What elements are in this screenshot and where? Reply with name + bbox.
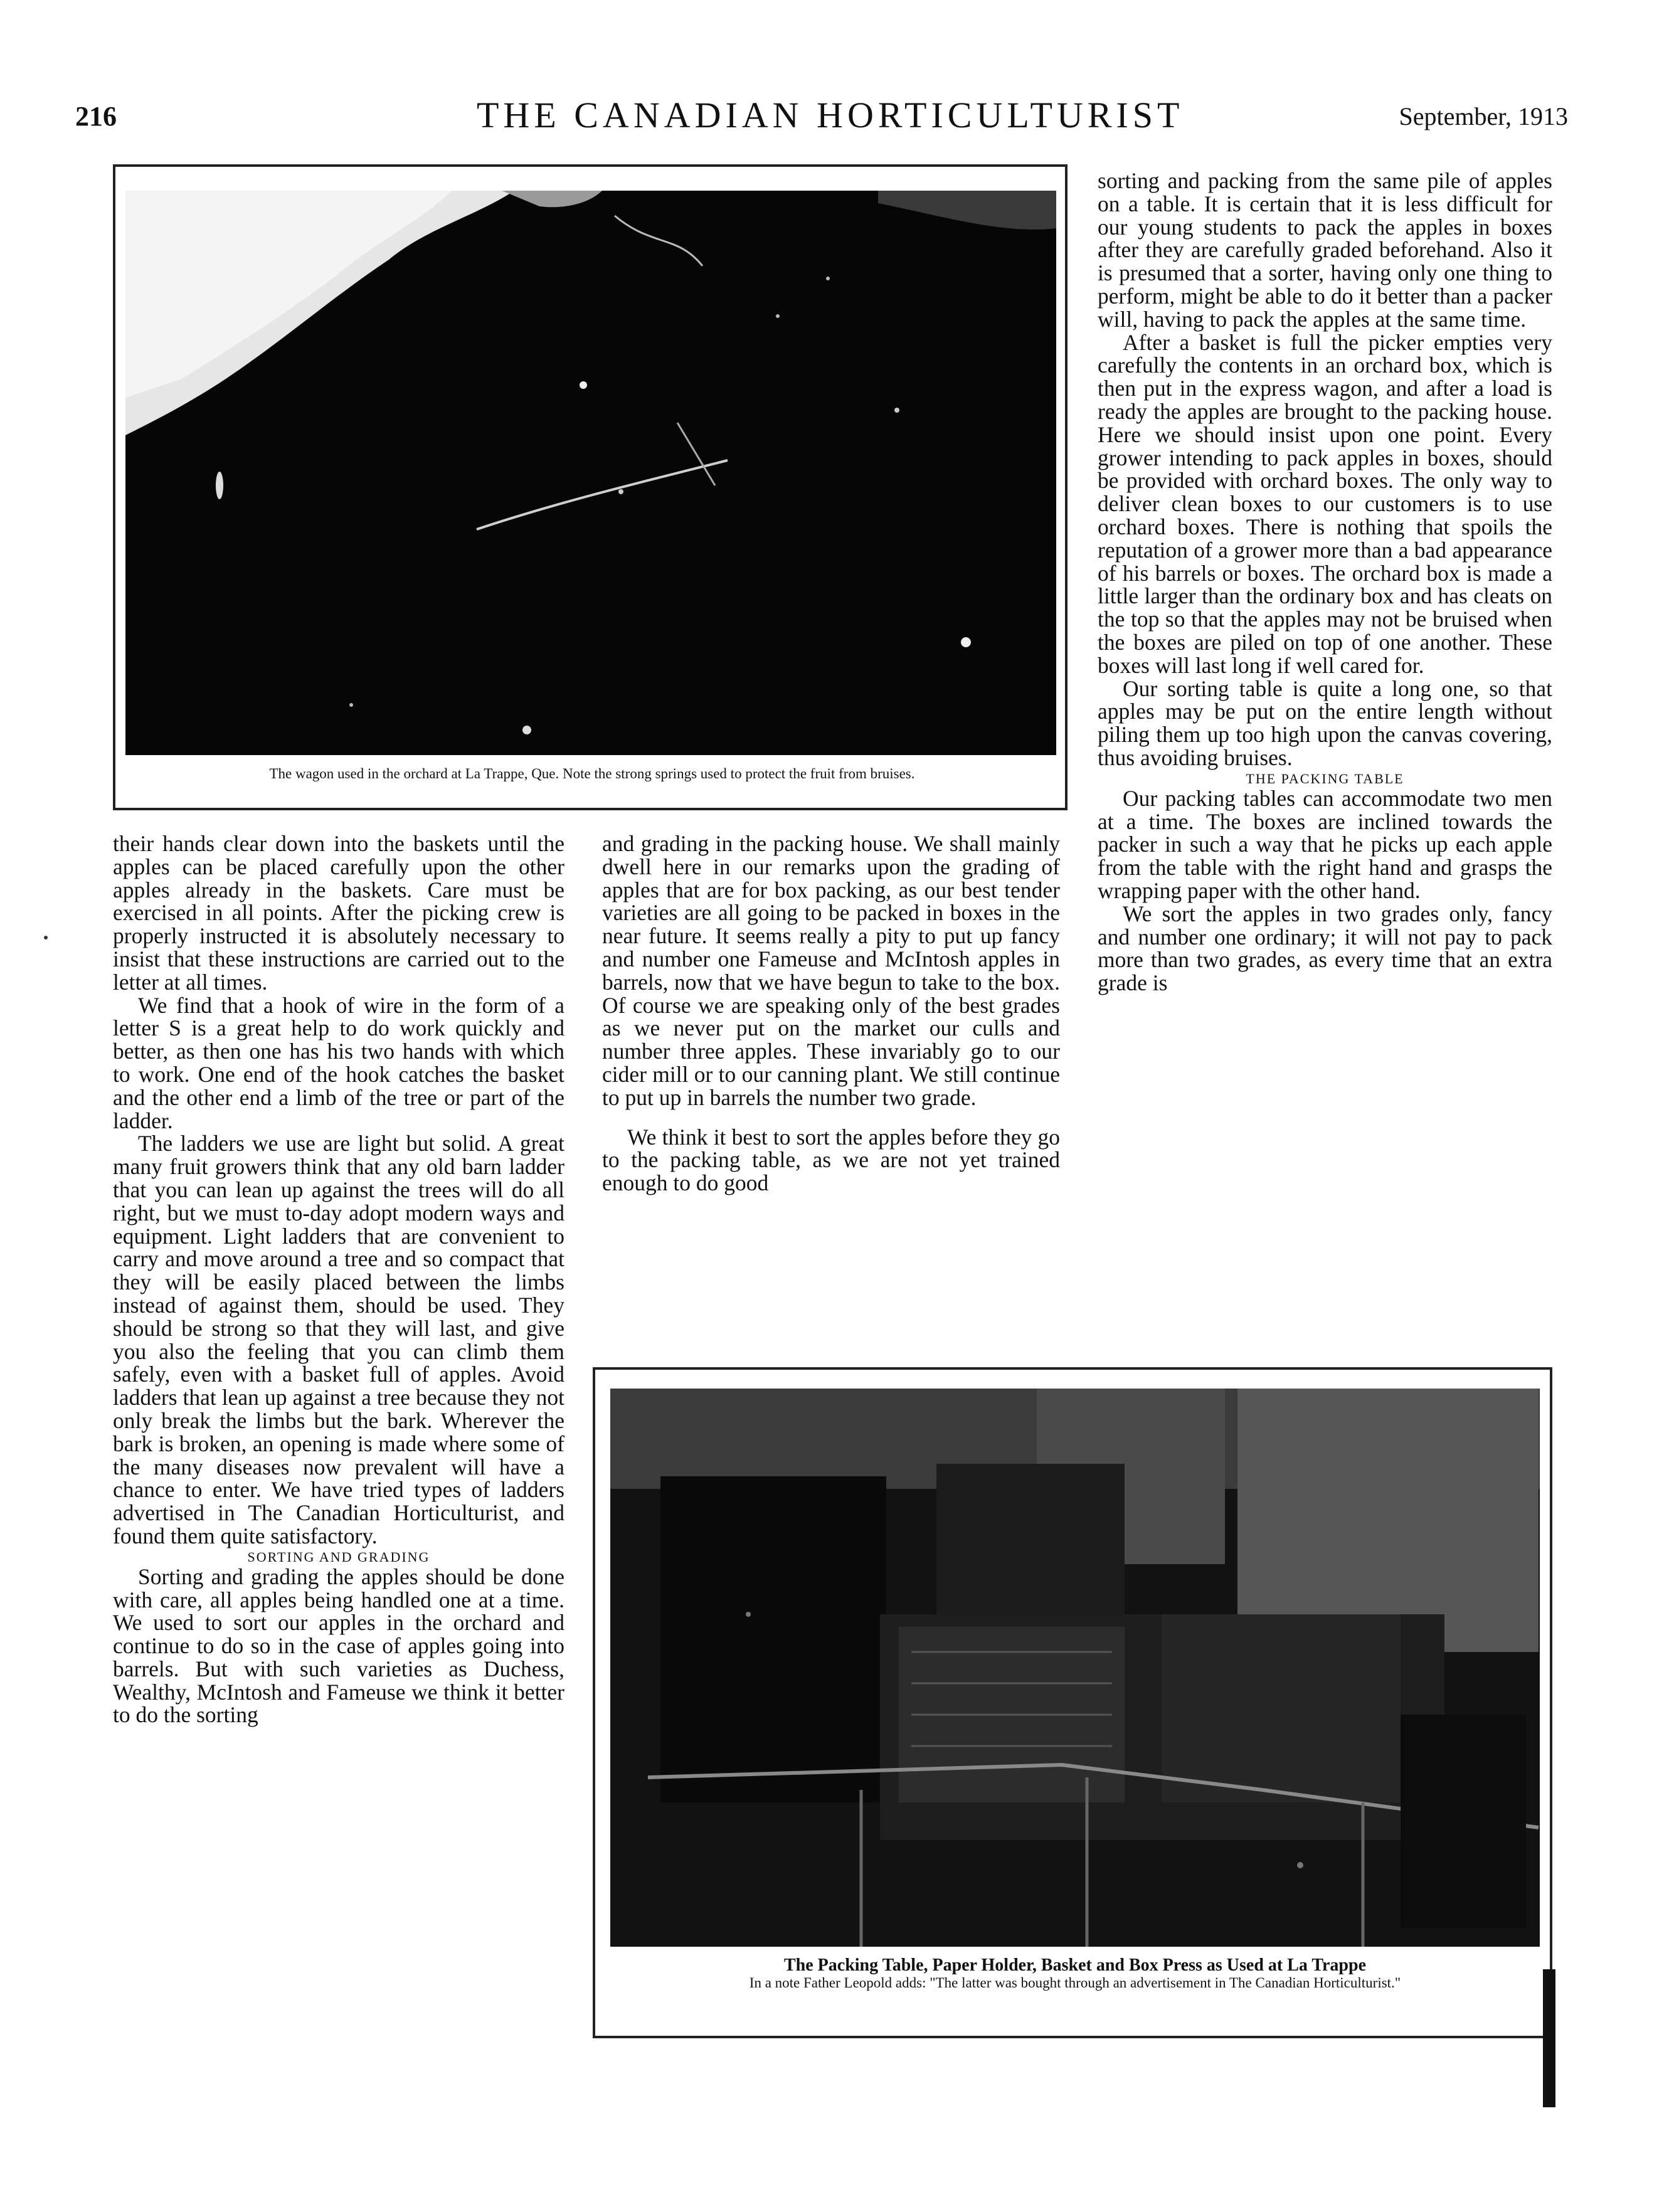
- column3-paragraph-3: Our sorting table is quite a long one, so that apples may be put on the entire length without piling them up too high upon the canvas covering, thus avoiding bruises.: [1098, 675, 1552, 770]
- column1-paragraph-2: We find that a hook of wire in the form of a letter S is a great help to do work quickly and better, as then one has his two hands with which to work. One end of the hook catches the basket and the other end a limb of the tree or part of the ladder.: [113, 992, 564, 1133]
- page-number: 216: [75, 101, 117, 132]
- issue-date: September, 1913: [1399, 102, 1568, 130]
- packing-table-caption-title: The Packing Table, Paper Holder, Basket and Box Press as Used at La Trappe: [783, 1955, 1367, 1975]
- column1-paragraph-4: Sorting and grading the apples should be done with care, all apples being handled one at a time. We used to sort our apples in the orchard and continue to do so in the case of apples going into barrels. But with such varieties as Duchess, Wealthy, McIntosh and Fameuse we think it better to do the sorting: [113, 1564, 564, 1728]
- wagon-photo: [125, 191, 1056, 755]
- column1-paragraph-3: The ladders we use are light but solid. A great many fruit growers think that any old barn ladder that you can lean up against the trees will do all right, but we must to-day adopt modern ways and equipment. Light ladders that are convenient to carry and move around a tree and so compact that they will be easily placed between the limbs instead of against them, should be used. They should be strong so that they will last, and give you also the feeling that you can climb them safely, even with a basket full of apples. Avoid ladders that lean up against a tree because they not only break the limbs but the bark. Wherever the bark is broken, an opening is made where some of the many diseases now prevalent will have a chance to enter. We have tried types of ladders advertised in The Canadian Horticulturist, and found them quite satisfactory.: [113, 1131, 564, 1548]
- subhead-the-packing-table: THE PACKING TABLE: [1246, 770, 1404, 786]
- packing-table-caption: [608, 1957, 1542, 1991]
- column1-paragraph-1: their hands clear down into the baskets until the apples can be placed carefully upon the other apples already in the baskets. Care must be exercised in all points. After the picking crew is properly instructed it is absolutely necessary to insist that these instructions are carried out to the letter at all times.: [113, 831, 564, 995]
- column3-paragraph-5: We sort the apples in two grades only, fancy and number one ordinary; it will not pay to pack more than two grades, as every time that an extra grade is: [1098, 901, 1552, 996]
- subhead-sorting-and-grading: SORTING AND GRADING: [247, 1548, 430, 1565]
- figure-wagon: [113, 164, 1067, 810]
- packing-table-caption-note: In a note Father Leopold adds: "The latter was bought through an advertisement in The Canadian Horticulturist.": [749, 1975, 1401, 1991]
- article-column-2: [602, 832, 1060, 1195]
- column2-paragraph-2: We think it best to sort the apples before they go to the packing table, as we are not yet trained enough to do good: [602, 1124, 1060, 1196]
- page-header: [75, 94, 1568, 144]
- article-column-3: [1098, 169, 1552, 995]
- journal-title: THE CANADIAN HORTICULTURIST: [477, 95, 1184, 135]
- wagon-caption: The wagon used in the orchard at La Trappe, Que. Note the strong springs used to protect the fruit from bruises.: [269, 766, 915, 781]
- wagon-photo-image: [125, 191, 1056, 755]
- page-edge-mark: [1543, 1969, 1555, 2107]
- column3-paragraph-4: Our packing tables can accommodate two men at a time. The boxes are inclined towards the packer in such a way that he picks up each apple from the table with the right hand and grasps the wrapping paper with the other hand.: [1098, 785, 1552, 903]
- column2-paragraph-1: and grading in the packing house. We shall mainly dwell here in our remarks upon the grading of apples that are for box packing, as our best tender varieties are all going to be packed in boxes in the near future. It seems really a pity to put up fancy and number one Fameuse and McIntosh apples in barrels, now that we have begun to take to the box. Of course we are speaking only of the best grades as we never put on the market our culls and number three apples. These invariably go to our cider mill or to our canning plant. We still continue to put up in barrels the number two grade.: [602, 831, 1060, 1110]
- column3-paragraph-2: After a basket is full the picker empties very carefully the contents in an orchard box, which is then put in the express wagon, and after a load is ready the apples are brought to the packing house. Here we should insist upon one point. Every grower intending to pack apples in boxes, should be provided with orchard boxes. The only way to deliver clean boxes to our customers is to use orchard boxes. There is nothing that spoils the reputation of a grower more than a bad appearance of his barrels or boxes. The orchard box is made a little larger than the ordinary box and has cleats on the top so that the apples may not be bruised when the boxes are piled on top of one another. These boxes will last long if well cared for.: [1098, 329, 1552, 678]
- packing-table-photo: [610, 1389, 1540, 1947]
- figure-packing-table: [593, 1367, 1552, 2038]
- packing-table-photo-image: [610, 1389, 1540, 1947]
- column3-paragraph-1: sorting and packing from the same pile of apples on a table. It is certain that it is less difficult for our young students to pack the apples in boxes after they are carefully graded beforehand. Also it is presumed that a sorter, having only one thing to perform, might be able to do it better than a packer will, having to pack the apples at the same time.: [1098, 168, 1552, 332]
- article-column-1: [113, 832, 564, 1727]
- paragraph-gap: [602, 1109, 1060, 1126]
- page-speck: [44, 936, 48, 939]
